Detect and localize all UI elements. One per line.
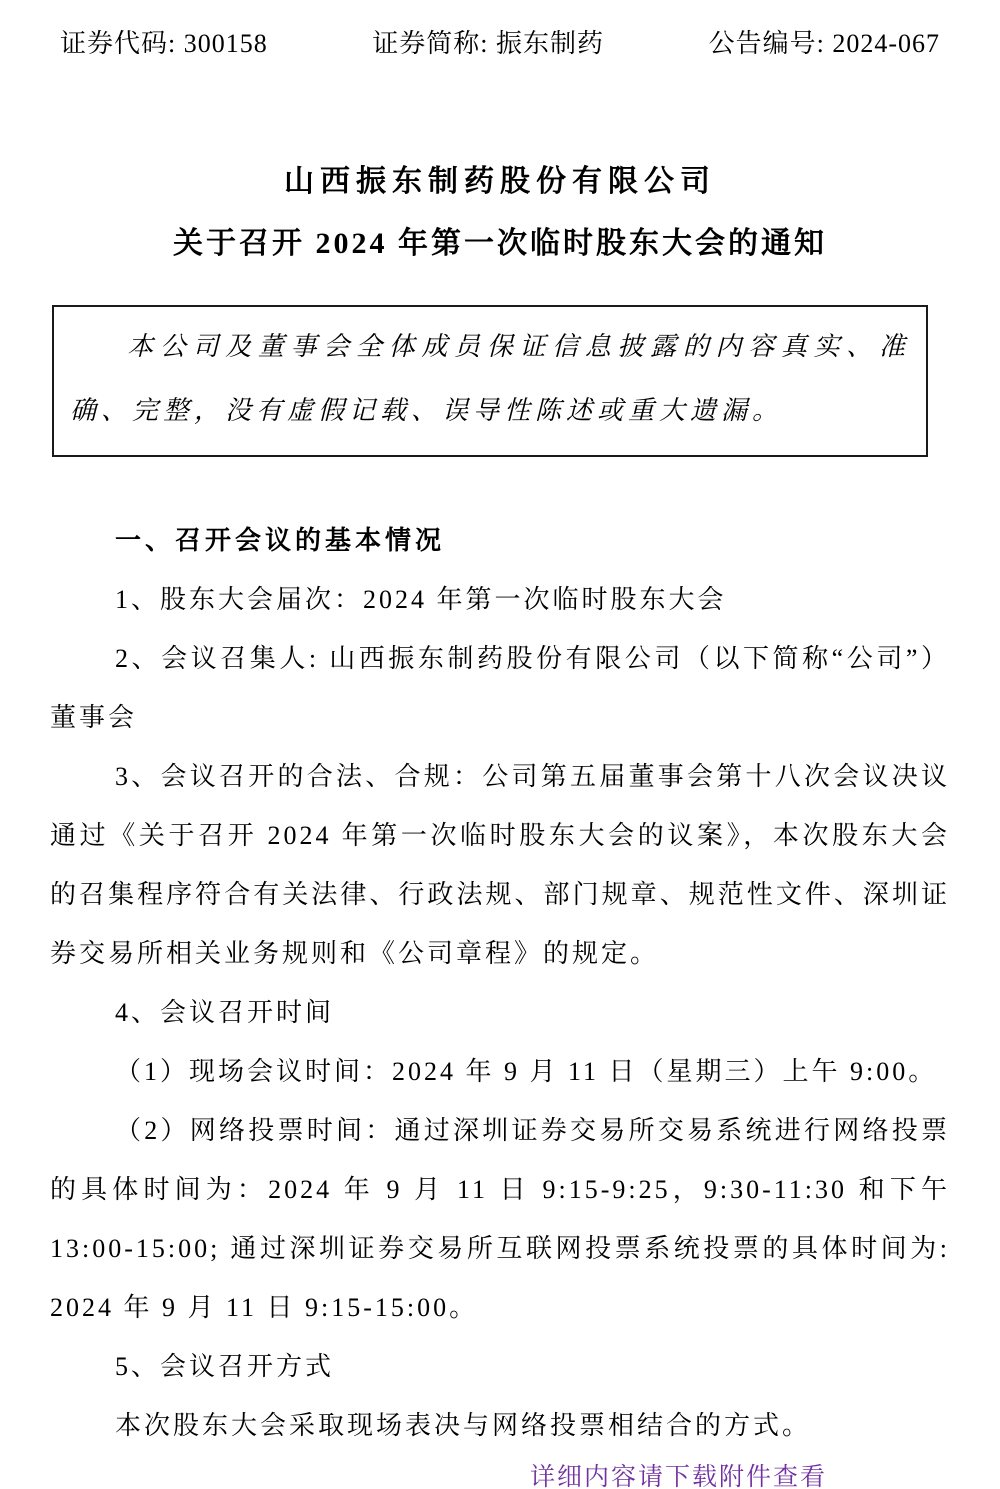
download-attachment-link[interactable]: 详细内容请下载附件查看 (529, 1463, 827, 1489)
doc-footer (50, 1457, 950, 1489)
paragraph-legality: 3、会议召开的合法、合规：公司第五届董事会第十八次会议决议通过《关于召开 2024 年第一次临时股东大会的议案》，本次股东大会的召集程序符合有关法律、行政法规、部门规章、规范性文件、深圳证券交易所相关业务规则和《公司章程》的规定。 (50, 762, 950, 968)
paragraph-onsite-time: （1）现场会议时间：2024 年 9 月 11 日（星期三）上午 9:00。 (115, 1057, 938, 1086)
paragraph-meeting-method-heading: 5、会议召开方式 (115, 1352, 335, 1381)
stock-code: 证券代码: 300158 (60, 29, 268, 58)
disclaimer-text: 本公司及董事会全体成员保证信息披露的内容真实、准确、完整，没有虚假记载、误导性陈述或重大遗漏。 (70, 332, 910, 425)
stock-name: 证券简称: 振东制药 (372, 29, 605, 58)
paragraph-meeting-method: 本次股东大会采取现场表决与网络投票相结合的方式。 (115, 1411, 812, 1440)
paragraph-convener: 2、会议召集人: 山西振东制药股份有限公司（以下简称“公司”）董事会 (50, 644, 950, 732)
section-heading-basic-info: 一、召开会议的基本情况 (115, 525, 446, 555)
notice-subtitle: 关于召开 2024 年第一次临时股东大会的通知 (173, 227, 827, 260)
announcement-number: 公告编号: 2024-067 (708, 29, 940, 58)
doc-body (50, 511, 950, 1455)
paragraph-online-voting-time: （2）网络投票时间：通过深圳证券交易所交易系统进行网络投票的具体时间为：2024 年 9 月 11 日 9:15-9:25，9:30-11:30 和下午13:00-15:00; 通过深圳证券交易所互联网投票系统投票的具体时间为: 2024 年 9 月 11 日 9:15-15:00。 (50, 1116, 950, 1322)
paragraph-meeting-time-heading: 4、会议召开时间 (115, 998, 335, 1027)
company-title: 山西振东制药股份有限公司 (284, 165, 716, 198)
doc-header (50, 26, 950, 62)
paragraph-meeting-session: 1、股东大会届次：2024 年第一次临时股东大会 (115, 585, 727, 614)
disclaimer-box (52, 305, 928, 457)
